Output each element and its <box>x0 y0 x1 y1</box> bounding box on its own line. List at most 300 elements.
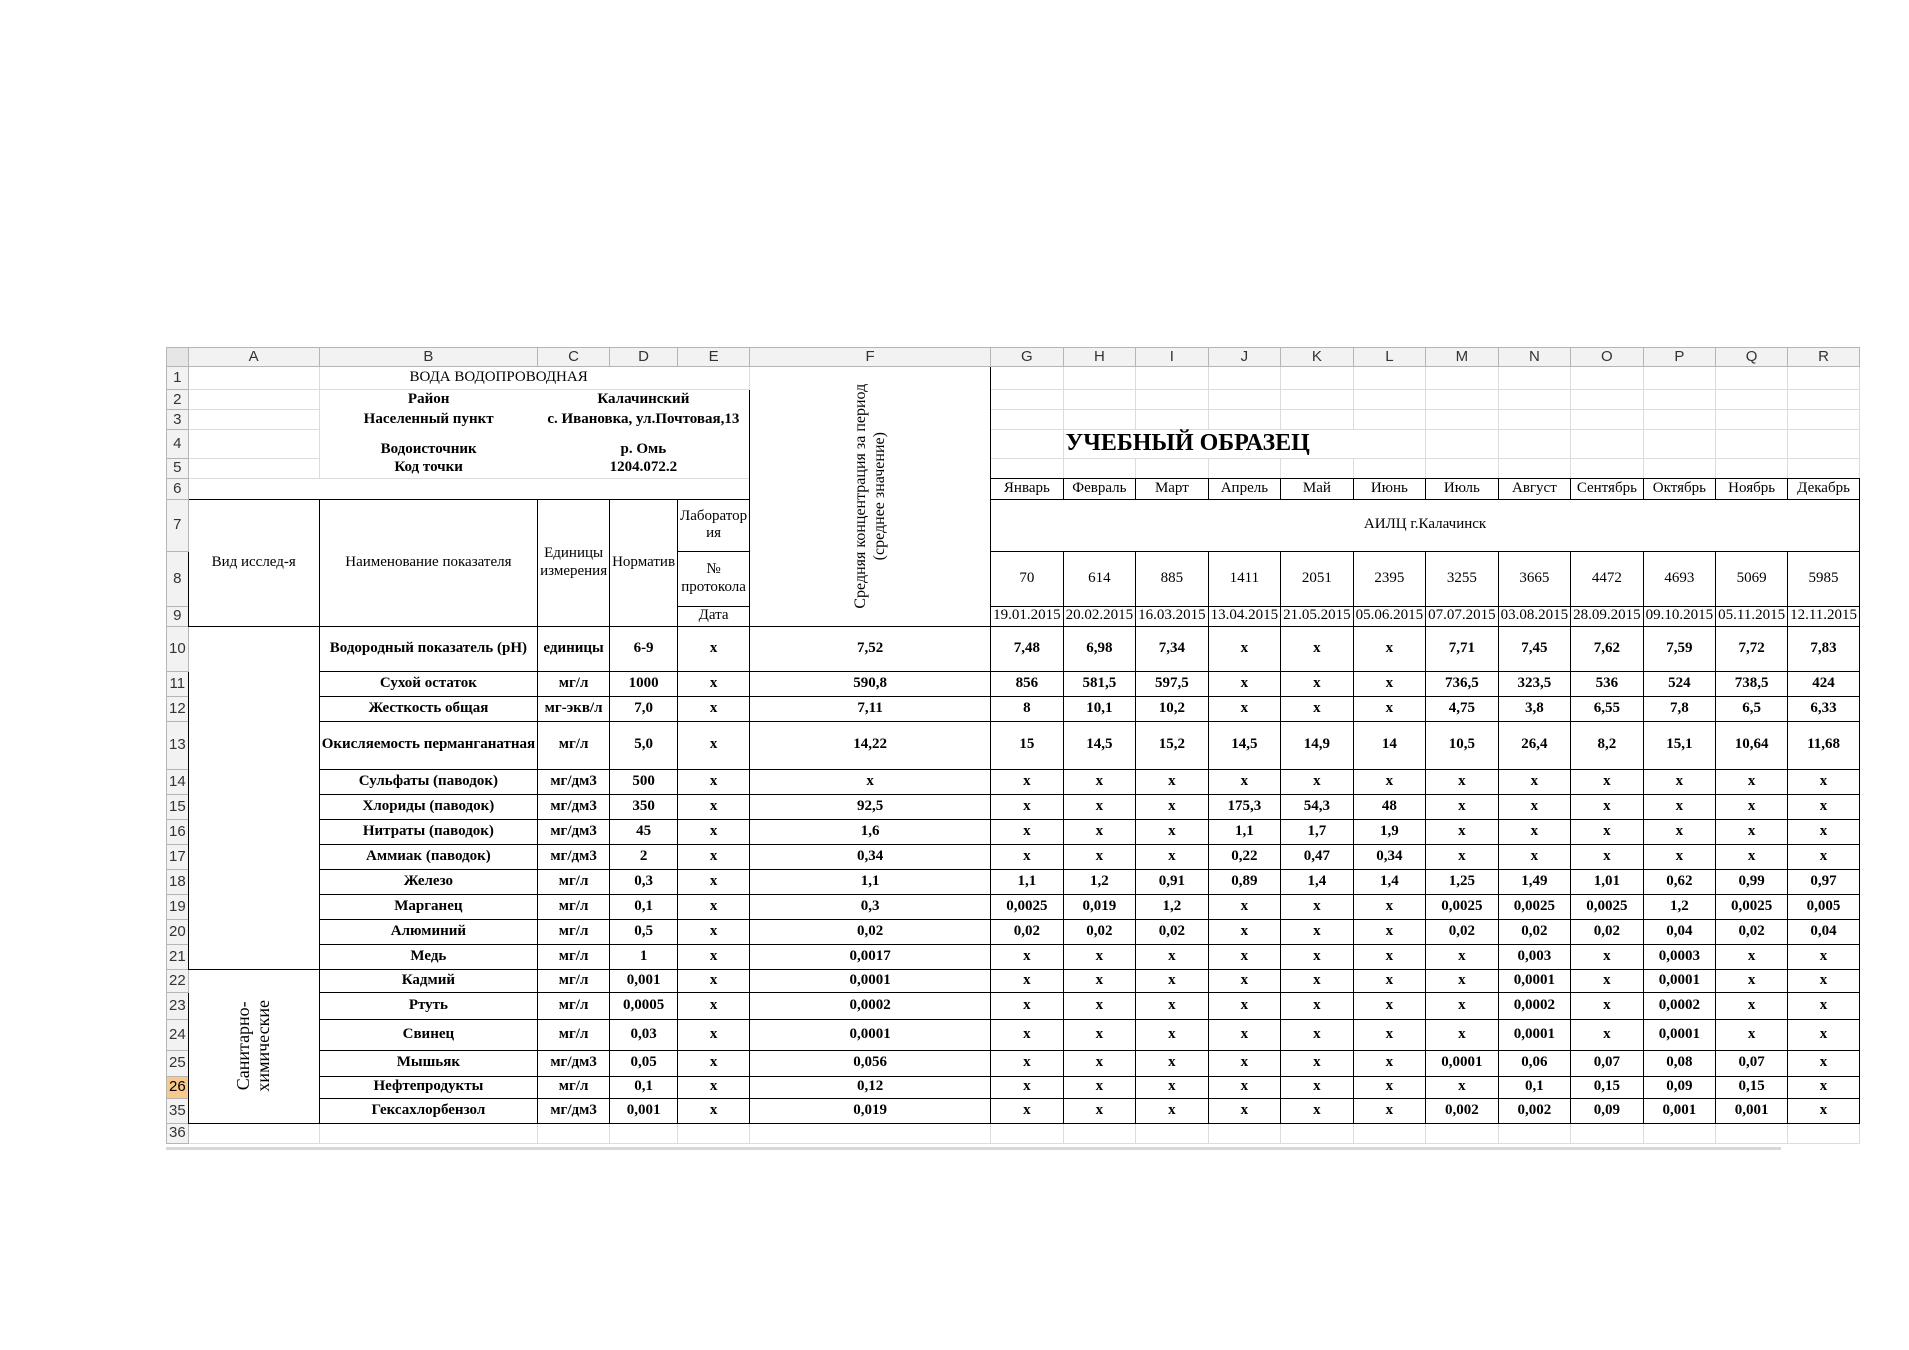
cell-r1-0[interactable] <box>991 367 1064 390</box>
cell-r3-0[interactable] <box>991 410 1064 430</box>
column-header-K[interactable]: K <box>1281 348 1354 367</box>
cell-r36-0[interactable] <box>188 1123 319 1143</box>
month-value[interactable]: x <box>1788 1098 1860 1123</box>
cell-r5-6[interactable] <box>1426 458 1499 478</box>
header-name[interactable]: Наименование показателя <box>319 499 537 626</box>
indicator-name[interactable]: Окисляемость перманганатная <box>319 721 537 769</box>
avg-value[interactable]: x <box>750 769 991 794</box>
month-value[interactable]: x <box>1571 944 1644 969</box>
month-value[interactable]: 0,0002 <box>1498 992 1571 1019</box>
month-value[interactable]: 0,1 <box>1498 1076 1571 1098</box>
month-value[interactable]: 0,0001 <box>1643 969 1716 992</box>
cell-r2-3[interactable] <box>1208 390 1281 410</box>
month-value[interactable]: x <box>1136 1098 1209 1123</box>
avg-value[interactable]: 0,0002 <box>750 992 991 1019</box>
month-value[interactable]: 736,5 <box>1426 671 1499 696</box>
month-value[interactable]: x <box>1136 769 1209 794</box>
cell-r3-11[interactable] <box>1788 410 1860 430</box>
cell-r3-4[interactable] <box>1281 410 1354 430</box>
indicator-norm[interactable]: 45 <box>610 819 678 844</box>
month-value[interactable]: x <box>1498 769 1571 794</box>
cell-r5-0[interactable] <box>991 458 1064 478</box>
avg-value[interactable]: 0,056 <box>750 1050 991 1076</box>
month-value[interactable]: x <box>1353 671 1426 696</box>
month-value[interactable]: x <box>1716 992 1788 1019</box>
month-value[interactable]: x <box>1353 992 1426 1019</box>
month-value[interactable]: 0,62 <box>1643 869 1716 894</box>
month-value[interactable]: x <box>1353 919 1426 944</box>
cell-r5-7[interactable] <box>1498 458 1571 478</box>
indicator-unit[interactable]: мг/л <box>538 944 610 969</box>
month-value[interactable]: 15,1 <box>1643 721 1716 769</box>
month-value[interactable]: x <box>1498 819 1571 844</box>
indicator-norm[interactable]: 0,05 <box>610 1050 678 1076</box>
month-value[interactable]: x <box>1788 769 1860 794</box>
month-value[interactable]: 10,2 <box>1136 696 1209 721</box>
cell-r4-3[interactable] <box>1643 430 1716 459</box>
month-value[interactable]: 0,04 <box>1788 919 1860 944</box>
indicator-norm[interactable]: 0,001 <box>610 1098 678 1123</box>
month-value[interactable]: x <box>1353 969 1426 992</box>
month-value[interactable]: x <box>1208 769 1281 794</box>
lab-cell[interactable]: x <box>678 944 750 969</box>
info-label[interactable]: Водоисточник <box>380 440 477 457</box>
month-value[interactable]: 0,22 <box>1208 844 1281 869</box>
info-value[interactable]: 1204.072.2 <box>609 459 678 476</box>
month-value[interactable]: x <box>1788 1019 1860 1050</box>
month-value[interactable]: x <box>991 794 1064 819</box>
month-header[interactable]: Декабрь <box>1788 478 1860 499</box>
month-value[interactable]: x <box>1716 1019 1788 1050</box>
month-value[interactable]: 48 <box>1353 794 1426 819</box>
month-header[interactable]: Июль <box>1426 478 1499 499</box>
month-value[interactable]: 14 <box>1353 721 1426 769</box>
cell-r1-6[interactable] <box>1426 367 1499 390</box>
month-value[interactable]: 1,25 <box>1426 869 1499 894</box>
lab-cell[interactable]: x <box>678 1098 750 1123</box>
cell-r3-2[interactable] <box>1136 410 1209 430</box>
month-value[interactable]: 3,8 <box>1498 696 1571 721</box>
cell-r5-10[interactable] <box>1716 458 1788 478</box>
row-header-21[interactable]: 21 <box>167 944 189 969</box>
indicator-norm[interactable]: 5,0 <box>610 721 678 769</box>
month-value[interactable]: x <box>1426 794 1499 819</box>
month-value[interactable]: x <box>1426 1076 1499 1098</box>
month-value[interactable]: x <box>1063 1098 1136 1123</box>
month-value[interactable]: 0,0001 <box>1498 1019 1571 1050</box>
month-value[interactable]: 1,4 <box>1353 869 1426 894</box>
cell-A3[interactable] <box>188 410 319 430</box>
month-value[interactable]: 14,5 <box>1063 721 1136 769</box>
column-header-A[interactable]: A <box>188 348 319 367</box>
month-value[interactable]: 7,45 <box>1498 626 1571 671</box>
avg-value[interactable]: 0,02 <box>750 919 991 944</box>
month-value[interactable]: 0,02 <box>1498 919 1571 944</box>
month-value[interactable]: 0,34 <box>1353 844 1426 869</box>
month-value[interactable]: 15,2 <box>1136 721 1209 769</box>
month-header[interactable]: Апрель <box>1208 478 1281 499</box>
month-value[interactable]: 0,0025 <box>1716 894 1788 919</box>
info-value[interactable]: Калачинский <box>597 391 690 408</box>
month-value[interactable]: x <box>1136 969 1209 992</box>
info-title[interactable]: ВОДА ВОДОПРОВОДНАЯ <box>319 367 677 390</box>
month-value[interactable]: 4,75 <box>1426 696 1499 721</box>
avg-value[interactable]: 1,1 <box>750 869 991 894</box>
indicator-name[interactable]: Водородный показатель (pH) <box>319 626 537 671</box>
cell-r3-1[interactable] <box>1063 410 1136 430</box>
row-header-17[interactable]: 17 <box>167 844 189 869</box>
row-header-22[interactable]: 22 <box>167 969 189 992</box>
column-header-M[interactable]: M <box>1426 348 1499 367</box>
protocol-date[interactable]: 19.01.2015 <box>991 606 1064 626</box>
cell-A2[interactable] <box>188 390 319 410</box>
month-value[interactable]: 0,0025 <box>991 894 1064 919</box>
column-header-R[interactable]: R <box>1788 348 1860 367</box>
month-value[interactable]: x <box>1426 819 1499 844</box>
month-value[interactable]: x <box>991 844 1064 869</box>
protocol-date[interactable]: 03.08.2015 <box>1498 606 1571 626</box>
cell-r2-1[interactable] <box>1063 390 1136 410</box>
month-value[interactable]: 0,02 <box>1426 919 1499 944</box>
month-header[interactable]: Январь <box>991 478 1064 499</box>
month-value[interactable]: x <box>1281 969 1354 992</box>
cell-r36-3[interactable] <box>610 1123 678 1143</box>
protocol-date[interactable]: 21.05.2015 <box>1281 606 1354 626</box>
month-value[interactable]: x <box>1063 1019 1136 1050</box>
month-header[interactable]: Сентябрь <box>1571 478 1644 499</box>
cell-r3-10[interactable] <box>1716 410 1788 430</box>
cell-A4[interactable] <box>188 430 319 459</box>
info-label[interactable]: Населенный пункт <box>363 410 494 427</box>
protocol-date[interactable]: 07.07.2015 <box>1426 606 1499 626</box>
cell-r4-4[interactable] <box>1716 430 1788 459</box>
month-value[interactable]: 10,1 <box>1063 696 1136 721</box>
month-value[interactable]: 0,91 <box>1136 869 1209 894</box>
month-value[interactable]: x <box>1571 1019 1644 1050</box>
protocol-number[interactable]: 1411 <box>1208 551 1281 606</box>
lab-cell[interactable]: x <box>678 626 750 671</box>
cell-r2-0[interactable] <box>991 390 1064 410</box>
protocol-date[interactable]: 20.02.2015 <box>1063 606 1136 626</box>
cell-r36-14[interactable] <box>1571 1123 1644 1143</box>
cell-r1-9[interactable] <box>1643 367 1716 390</box>
cell-r3-5[interactable] <box>1353 410 1426 430</box>
cell-r1-3[interactable] <box>1208 367 1281 390</box>
cell-r1-4[interactable] <box>1281 367 1354 390</box>
indicator-unit[interactable]: мг/л <box>538 869 610 894</box>
protocol-number[interactable]: 3255 <box>1426 551 1499 606</box>
cell-r1-2[interactable] <box>1136 367 1209 390</box>
month-value[interactable]: 15 <box>991 721 1064 769</box>
row-header-3[interactable]: 3 <box>167 410 189 430</box>
month-value[interactable]: 0,89 <box>1208 869 1281 894</box>
month-value[interactable]: x <box>1788 1050 1860 1076</box>
month-value[interactable]: 26,4 <box>1498 721 1571 769</box>
month-value[interactable]: x <box>1063 1076 1136 1098</box>
column-header-D[interactable]: D <box>610 348 678 367</box>
cell-r36-13[interactable] <box>1498 1123 1571 1143</box>
protocol-date[interactable]: 05.11.2015 <box>1716 606 1788 626</box>
header-lab[interactable]: Лаборатор ия <box>678 499 750 551</box>
select-all-corner[interactable] <box>167 348 189 367</box>
cell-r5-4[interactable] <box>1281 458 1354 478</box>
indicator-unit[interactable]: единицы <box>538 626 610 671</box>
month-value[interactable]: x <box>1208 671 1281 696</box>
month-value[interactable]: 0,002 <box>1498 1098 1571 1123</box>
month-value[interactable]: 0,003 <box>1498 944 1571 969</box>
row-header-12[interactable]: 12 <box>167 696 189 721</box>
month-value[interactable]: x <box>1063 769 1136 794</box>
row-header-24[interactable]: 24 <box>167 1019 189 1050</box>
lab-cell[interactable]: x <box>678 844 750 869</box>
month-header[interactable]: Июнь <box>1353 478 1426 499</box>
month-value[interactable]: 1,1 <box>991 869 1064 894</box>
month-value[interactable]: 1,4 <box>1281 869 1354 894</box>
header-date[interactable]: Дата <box>678 606 750 626</box>
month-value[interactable]: x <box>1571 969 1644 992</box>
month-value[interactable]: x <box>1353 944 1426 969</box>
cell-r1-8[interactable] <box>1571 367 1644 390</box>
month-value[interactable]: 0,02 <box>1136 919 1209 944</box>
row-header-14[interactable]: 14 <box>167 769 189 794</box>
cell-r36-8[interactable] <box>1136 1123 1209 1143</box>
month-header[interactable]: Октябрь <box>1643 478 1716 499</box>
month-value[interactable]: x <box>1208 626 1281 671</box>
month-value[interactable]: x <box>1208 1098 1281 1123</box>
row-header-19[interactable]: 19 <box>167 894 189 919</box>
avg-value[interactable]: 14,22 <box>750 721 991 769</box>
month-header[interactable]: Август <box>1498 478 1571 499</box>
protocol-date[interactable]: 28.09.2015 <box>1571 606 1644 626</box>
month-value[interactable]: x <box>1281 626 1354 671</box>
avg-value[interactable]: 0,34 <box>750 844 991 869</box>
indicator-unit[interactable]: мг/л <box>538 721 610 769</box>
month-value[interactable]: x <box>1063 969 1136 992</box>
month-value[interactable]: x <box>1063 944 1136 969</box>
cell-r36-9[interactable] <box>1208 1123 1281 1143</box>
cell-r5-3[interactable] <box>1208 458 1281 478</box>
avg-value[interactable]: 0,0001 <box>750 969 991 992</box>
month-value[interactable]: 581,5 <box>1063 671 1136 696</box>
month-value[interactable]: x <box>1353 1076 1426 1098</box>
row-header-25[interactable]: 25 <box>167 1050 189 1076</box>
indicator-norm[interactable]: 0,3 <box>610 869 678 894</box>
month-value[interactable]: 6,33 <box>1788 696 1860 721</box>
month-value[interactable]: 0,005 <box>1788 894 1860 919</box>
column-header-E[interactable]: E <box>678 348 750 367</box>
month-value[interactable]: x <box>1353 1098 1426 1123</box>
month-value[interactable]: x <box>1208 696 1281 721</box>
column-header-G[interactable]: G <box>991 348 1064 367</box>
indicator-norm[interactable]: 6-9 <box>610 626 678 671</box>
indicator-unit[interactable]: мг/л <box>538 1019 610 1050</box>
cell-r36-4[interactable] <box>678 1123 750 1143</box>
row-header-2[interactable]: 2 <box>167 390 189 410</box>
month-value[interactable]: 1,2 <box>1643 894 1716 919</box>
month-value[interactable]: x <box>1788 1076 1860 1098</box>
month-value[interactable]: x <box>1353 1050 1426 1076</box>
month-value[interactable]: x <box>1571 992 1644 1019</box>
indicator-name[interactable]: Нитраты (паводок) <box>319 819 537 844</box>
month-value[interactable]: x <box>1643 819 1716 844</box>
cell-r5-11[interactable] <box>1788 458 1860 478</box>
cell-r1-11[interactable] <box>1788 367 1860 390</box>
month-value[interactable]: x <box>1281 696 1354 721</box>
cell-r3-8[interactable] <box>1571 410 1644 430</box>
cell-r2-10[interactable] <box>1716 390 1788 410</box>
cell-r2-4[interactable] <box>1281 390 1354 410</box>
month-value[interactable]: x <box>1716 819 1788 844</box>
month-value[interactable]: 323,5 <box>1498 671 1571 696</box>
avg-value[interactable]: 0,0001 <box>750 1019 991 1050</box>
indicator-norm[interactable]: 1000 <box>610 671 678 696</box>
column-header-B[interactable]: B <box>319 348 537 367</box>
month-value[interactable]: 0,02 <box>1063 919 1136 944</box>
cell-r2-2[interactable] <box>1136 390 1209 410</box>
month-value[interactable]: 7,48 <box>991 626 1064 671</box>
cell-r36-5[interactable] <box>750 1123 991 1143</box>
avg-value[interactable]: 0,0017 <box>750 944 991 969</box>
cell-r3-7[interactable] <box>1498 410 1571 430</box>
row-header-9[interactable]: 9 <box>167 606 189 626</box>
month-value[interactable]: x <box>991 992 1064 1019</box>
protocol-date[interactable]: 13.04.2015 <box>1208 606 1281 626</box>
month-value[interactable]: x <box>1498 844 1571 869</box>
protocol-number[interactable]: 3665 <box>1498 551 1571 606</box>
cell-r36-16[interactable] <box>1716 1123 1788 1143</box>
cell-r4-0[interactable] <box>1426 430 1499 459</box>
month-value[interactable]: 1,49 <box>1498 869 1571 894</box>
protocol-number[interactable]: 5985 <box>1788 551 1860 606</box>
indicator-unit[interactable]: мг/л <box>538 992 610 1019</box>
month-value[interactable]: x <box>1716 844 1788 869</box>
cell-r5-8[interactable] <box>1571 458 1644 478</box>
cell-r36-2[interactable] <box>538 1123 610 1143</box>
month-value[interactable]: x <box>1281 1098 1354 1123</box>
month-value[interactable]: x <box>1208 992 1281 1019</box>
indicator-norm[interactable]: 0,1 <box>610 894 678 919</box>
month-value[interactable]: x <box>1571 819 1644 844</box>
lab-cell[interactable]: x <box>678 894 750 919</box>
month-value[interactable]: x <box>991 969 1064 992</box>
month-value[interactable]: x <box>1426 1019 1499 1050</box>
header-proto[interactable]: № протокола <box>678 551 750 606</box>
month-value[interactable]: 0,08 <box>1643 1050 1716 1076</box>
lab-cell[interactable]: x <box>678 919 750 944</box>
month-value[interactable]: 1,2 <box>1136 894 1209 919</box>
month-value[interactable]: x <box>1208 969 1281 992</box>
month-value[interactable]: 1,01 <box>1571 869 1644 894</box>
row-header-13[interactable]: 13 <box>167 721 189 769</box>
month-value[interactable]: x <box>1136 992 1209 1019</box>
month-value[interactable]: 7,59 <box>1643 626 1716 671</box>
month-value[interactable]: x <box>1208 1019 1281 1050</box>
info-label[interactable]: Код точки <box>394 459 463 476</box>
protocol-date[interactable]: 09.10.2015 <box>1643 606 1716 626</box>
month-header[interactable]: Март <box>1136 478 1209 499</box>
column-header-I[interactable]: I <box>1136 348 1209 367</box>
month-value[interactable]: x <box>1063 819 1136 844</box>
cell-A5[interactable] <box>188 458 319 478</box>
month-value[interactable]: 14,9 <box>1281 721 1354 769</box>
month-value[interactable]: 0,001 <box>1643 1098 1716 1123</box>
month-value[interactable]: x <box>1426 944 1499 969</box>
indicator-unit[interactable]: мг/л <box>538 1076 610 1098</box>
month-value[interactable]: 856 <box>991 671 1064 696</box>
cell-r1-5[interactable] <box>1353 367 1426 390</box>
month-value[interactable]: x <box>1353 894 1426 919</box>
month-value[interactable]: 0,04 <box>1643 919 1716 944</box>
indicator-norm[interactable]: 0,03 <box>610 1019 678 1050</box>
month-value[interactable]: x <box>1281 769 1354 794</box>
month-value[interactable]: 0,02 <box>1716 919 1788 944</box>
cell-r36-12[interactable] <box>1426 1123 1499 1143</box>
cell-r36-15[interactable] <box>1643 1123 1716 1143</box>
month-value[interactable]: 0,0003 <box>1643 944 1716 969</box>
month-value[interactable]: x <box>991 819 1064 844</box>
month-value[interactable]: 7,8 <box>1643 696 1716 721</box>
month-value[interactable]: 10,64 <box>1716 721 1788 769</box>
month-value[interactable]: x <box>1788 992 1860 1019</box>
month-value[interactable]: x <box>1426 769 1499 794</box>
month-value[interactable]: 597,5 <box>1136 671 1209 696</box>
month-value[interactable]: 0,47 <box>1281 844 1354 869</box>
indicator-name[interactable]: Алюминий <box>319 919 537 944</box>
avg-value[interactable]: 7,52 <box>750 626 991 671</box>
row-header-10[interactable]: 10 <box>167 626 189 671</box>
lab-cell[interactable]: x <box>678 671 750 696</box>
month-value[interactable]: x <box>1426 844 1499 869</box>
cell-r2-11[interactable] <box>1788 390 1860 410</box>
row-header-1[interactable]: 1 <box>167 367 189 390</box>
protocol-number[interactable]: 70 <box>991 551 1064 606</box>
indicator-norm[interactable]: 500 <box>610 769 678 794</box>
month-value[interactable]: 54,3 <box>1281 794 1354 819</box>
month-value[interactable]: x <box>1136 1076 1209 1098</box>
month-value[interactable]: x <box>1788 944 1860 969</box>
indicator-name[interactable]: Жесткость общая <box>319 696 537 721</box>
protocol-date[interactable]: 16.03.2015 <box>1136 606 1209 626</box>
lab-cell[interactable]: x <box>678 819 750 844</box>
row-header-15[interactable]: 15 <box>167 794 189 819</box>
lab-cell[interactable]: x <box>678 721 750 769</box>
cell-r4-2[interactable] <box>1571 430 1644 459</box>
month-value[interactable]: x <box>1208 1076 1281 1098</box>
month-value[interactable]: 738,5 <box>1716 671 1788 696</box>
cell-r2-5[interactable] <box>1353 390 1426 410</box>
month-value[interactable]: 8,2 <box>1571 721 1644 769</box>
column-header-N[interactable]: N <box>1498 348 1571 367</box>
month-value[interactable]: x <box>1788 969 1860 992</box>
month-value[interactable]: 6,98 <box>1063 626 1136 671</box>
month-value[interactable]: 0,99 <box>1716 869 1788 894</box>
month-value[interactable]: x <box>1063 1050 1136 1076</box>
month-value[interactable]: x <box>1716 944 1788 969</box>
protocol-number[interactable]: 2051 <box>1281 551 1354 606</box>
indicator-norm[interactable]: 0,1 <box>610 1076 678 1098</box>
month-value[interactable]: x <box>1063 794 1136 819</box>
month-value[interactable]: x <box>1426 992 1499 1019</box>
month-value[interactable]: x <box>1208 1050 1281 1076</box>
protocol-number[interactable]: 5069 <box>1716 551 1788 606</box>
cell-r4-5[interactable] <box>1788 430 1860 459</box>
row-header-11[interactable]: 11 <box>167 671 189 696</box>
cell-r3-6[interactable] <box>1426 410 1499 430</box>
month-value[interactable]: x <box>991 1050 1064 1076</box>
cell-A1[interactable] <box>188 367 319 390</box>
indicator-unit[interactable]: мг/л <box>538 919 610 944</box>
lab-cell[interactable]: x <box>678 769 750 794</box>
